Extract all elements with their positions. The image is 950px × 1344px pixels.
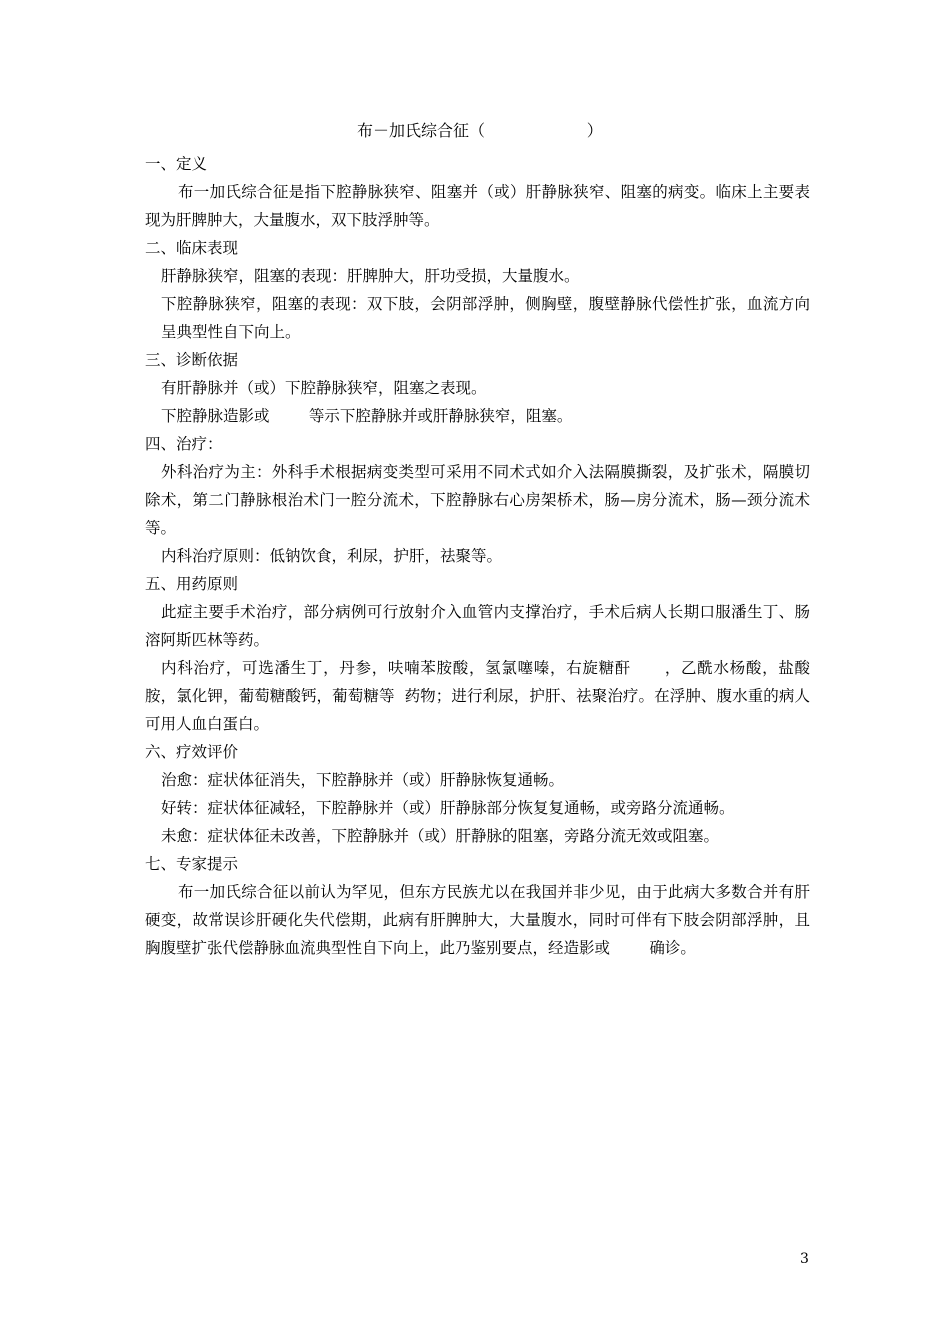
expert-tips-paragraph: 布一加氏综合征以前认为罕见，但东方民族尤以在我国并非少见，由于此病大多数合并有肝硬变，故常误诊肝硬化失代偿期，此病有肝脾肿大，大量腹水，同时可伴有下肢会阴部浮肿，且胸腹壁扩张代偿静脉血流典型性自下向上，此乃鉴别要点，经造影或 确诊。	[145, 883, 810, 957]
document-title: 布－加氏综合征（ ）	[357, 121, 603, 140]
section-heading-medication: 五、用药原则	[145, 575, 239, 593]
section-heading-expert-tips: 七、专家提示	[145, 855, 239, 873]
section-heading-treatment: 四、治疗：	[145, 435, 223, 453]
medication-paragraph-2: 内科治疗，可选潘生丁，丹参，呋喃苯胺酸，氢氯噻嗪，右旋糖酐 ，乙酰水杨酸，盐酸胺，氯化钾，葡萄糖酸钙，葡萄糖等 药物；进行利尿，护肝、祛聚治疗。在浮肿、腹水重的病人可用人血白蛋白。	[145, 659, 810, 733]
treatment-paragraph-surgical: 外科治疗为主：外科手术根据病变类型可采用不同术式如介入法隔膜撕裂，及扩张术，隔膜切除术，第二门静脉根治术门一腔分流术，下腔静脉右心房架桥术，肠—房分流术，肠—颈分流术等。	[145, 463, 810, 537]
diagnosis-paragraph-2: 下腔静脉造影或 等示下腔静脉并或肝静脉狭窄，阻塞。	[161, 407, 573, 425]
section-heading-evaluation: 六、疗效评价	[145, 743, 239, 761]
section-heading-diagnosis: 三、诊断依据	[145, 351, 239, 369]
medication-paragraph-1: 此症主要手术治疗，部分病例可行放射介入血管内支撑治疗，手术后病人长期口服潘生丁、肠溶阿斯匹林等药。	[145, 603, 810, 649]
clinical-paragraph-hepatic: 肝静脉狭窄，阻塞的表现：肝脾肿大，肝功受损，大量腹水。	[161, 267, 580, 285]
evaluation-not-cured: 未愈：症状体征未改善，下腔静脉并（或）肝静脉的阻塞，旁路分流无效或阻塞。	[161, 827, 720, 845]
section-heading-definition: 一、定义	[145, 155, 208, 173]
evaluation-cured: 治愈：症状体征消失，下腔静脉并（或）肝静脉恢复通畅。	[161, 771, 565, 789]
treatment-paragraph-medical: 内科治疗原则：低钠饮食，利尿，护肝，祛聚等。	[161, 547, 503, 565]
diagnosis-paragraph-1: 有肝静脉并（或）下腔静脉狭窄，阻塞之表现。	[161, 379, 487, 397]
page-number: 3	[800, 1251, 809, 1267]
evaluation-improved: 好转：症状体征减轻，下腔静脉并（或）肝静脉部分恢复复通畅，或旁路分流通畅。	[161, 799, 735, 817]
section-heading-clinical: 二、临床表现	[145, 239, 239, 257]
clinical-paragraph-ivc: 下腔静脉狭窄，阻塞的表现：双下肢，会阴部浮肿，侧胸壁，腹壁静脉代偿性扩张，血流方向呈典型性自下向上。	[161, 295, 810, 341]
document-body	[145, 150, 810, 962]
definition-paragraph: 布一加氏综合征是指下腔静脉狭窄、阻塞并（或）肝静脉狭窄、阻塞的病变。临床上主要表现为肝脾肿大，大量腹水，双下肢浮肿等。	[145, 183, 810, 229]
